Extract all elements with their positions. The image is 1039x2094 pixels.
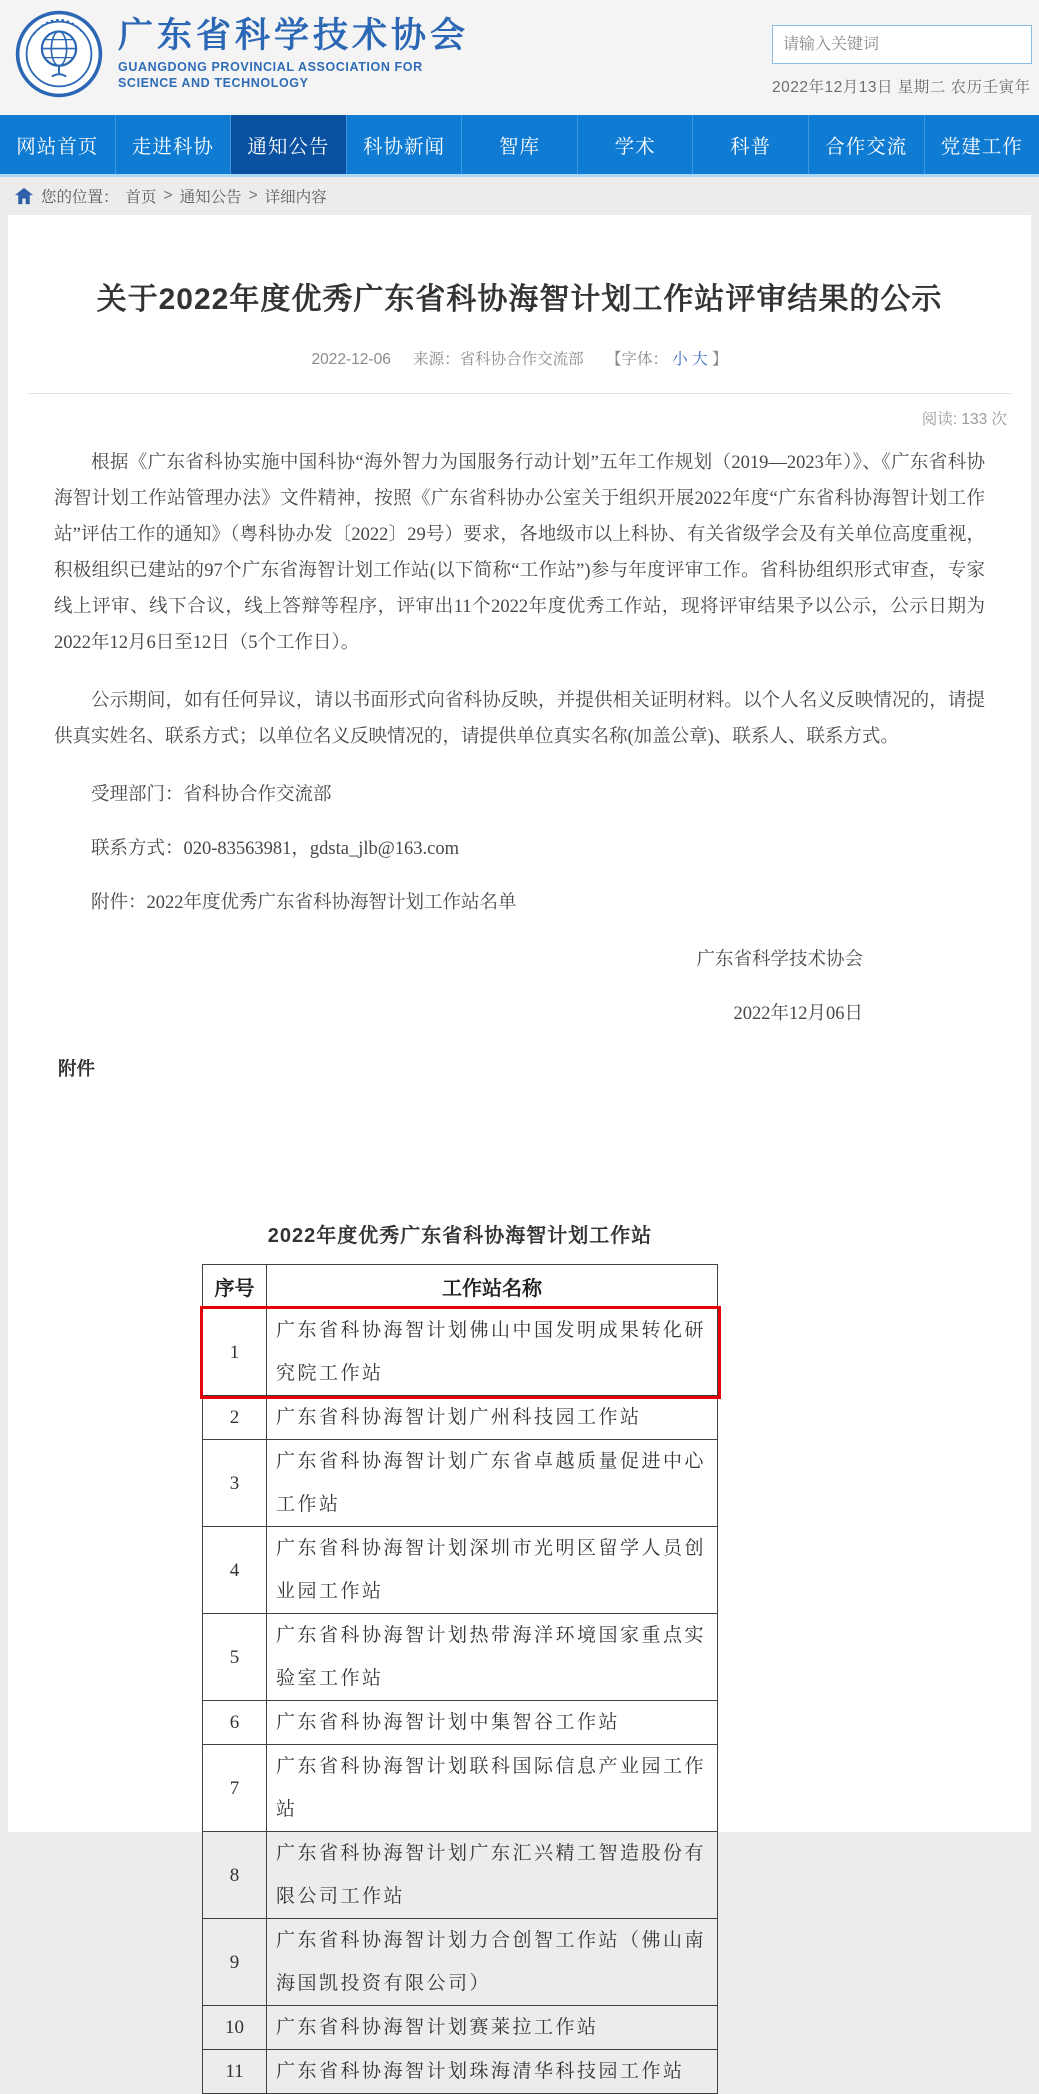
article-card [8,215,1031,1832]
accepting-department-line: 受理部门：省科协合作交流部 [54,781,985,809]
row-number: 9 [203,1919,267,2006]
nav-item-party[interactable]: 党建工作 [925,115,1039,174]
contact-line: 联系方式：020-83563981，gdsta_jlb@163.com [54,835,985,863]
table-row [203,1919,718,2006]
home-icon [14,187,34,205]
current-date: 2022年12月13日 星期二 农历壬寅年 [772,75,1032,97]
col-header-name: 工作站名称 [267,1265,718,1309]
nav-item-cooperation[interactable]: 合作交流 [809,115,925,174]
table-title: 2022年度优秀广东省科协海智计划工作站 [202,1219,718,1248]
table-row [203,1832,718,1919]
main-nav [0,115,1039,177]
table-row [203,2006,718,2050]
breadcrumb-separator: > [249,187,258,205]
row-number: 6 [203,1701,267,1745]
breadcrumb-prefix: 您的位置： [41,185,119,207]
brand-text [118,17,469,92]
attachment-line: 附件：2022年度优秀广东省科协海智计划工作站名单 [54,889,985,917]
table-row [203,2050,718,2094]
breadcrumb [0,177,1039,215]
font-smaller-button[interactable]: 小 [672,351,688,368]
station-name: 广东省科协海智计划联科国际信息产业园工作站 [267,1745,718,1832]
meta-divider [28,393,1011,394]
table-row [203,1701,718,1745]
nav-item-about[interactable]: 走进科协 [116,115,232,174]
station-name: 广东省科协海智计划赛莱拉工作站 [267,2006,718,2050]
font-size-label-close: 】 [712,351,728,368]
attachment-label: 附件 [58,1055,1031,1081]
row-number: 7 [203,1745,267,1832]
nav-item-notices[interactable]: 通知公告 [231,115,347,174]
station-name: 广东省科协海智计划广东汇兴精工智造股份有限公司工作站 [267,1832,718,1919]
station-table [202,1264,718,2094]
search-input[interactable] [772,25,1032,64]
station-name: 广东省科协海智计划中集智谷工作站 [267,1701,718,1745]
station-table-section [202,1219,718,2094]
row-number: 11 [203,2050,267,2094]
table-row [203,1614,718,1701]
spacer [8,1081,1031,1219]
nav-item-academic[interactable]: 学术 [578,115,694,174]
article-paragraph: 根据《广东省科协实施中国科协“海外智力为国服务行动计划”五年工作规划（2019—2023年）》、《广东省科协海智计划工作站管理办法》文件精神，按照《广东省科协办公室关于组织开展2022年度“广东省科协海智计划工作站”评估工作的通知》（粤科协办发〔2022〕29号）要求，各地级市以上科协、有关省级学会及有关单位高度重视，积极组织已建站的97个广东省海智计划工作站(以下简称“工作站”)参与年度评审工作。省科协组织形式审查，专家线上评审、线下合议，线上答辩等程序，评审出11个2022年度优秀工作站，现将评审结果予以公示，公示日期为2022年12月6日至12日（5个工作日）。 [54,445,985,661]
station-name: 广东省科协海智计划深圳市光明区留学人员创业园工作站 [267,1527,718,1614]
org-name-en: GUANGDONG PROVINCIAL ASSOCIATION FOR SCIENCE AND TECHNOLOGY [118,59,469,92]
font-larger-button[interactable]: 大 [692,351,708,368]
article-paragraph: 公示期间，如有任何异议，请以书面形式向省科协反映，并提供相关证明材料。以个人名义反映情况的，请提供真实姓名、联系方式；以单位名义反映情况的，请提供单位真实名称(加盖公章)、联系人、联系方式。 [54,683,985,755]
station-name: 广东省科协海智计划广州科技园工作站 [267,1396,718,1440]
row-number: 4 [203,1527,267,1614]
nav-item-thinktank[interactable]: 智库 [462,115,578,174]
publish-date: 2022-12-06 [312,351,391,368]
association-logo-icon [14,9,104,99]
site-header [0,0,1039,115]
station-name: 广东省科协海智计划佛山中国发明成果转化研究院工作站 [267,1309,718,1396]
row-number: 5 [203,1614,267,1701]
table-row [203,1527,718,1614]
row-number: 1 [203,1309,267,1396]
article-source: 来源：省科协合作交流部 [413,351,584,368]
station-name: 广东省科协海智计划热带海洋环境国家重点实验室工作站 [267,1614,718,1701]
read-count: 阅读: 133 次 [8,407,1031,429]
table-header-row [203,1265,718,1309]
row-number: 3 [203,1440,267,1527]
station-name: 广东省科协海智计划力合创智工作站（佛山南海国凯投资有限公司） [267,1919,718,2006]
signature-org: 广东省科学技术协会 [54,945,863,971]
breadcrumb-home-link[interactable]: 首页 [126,185,157,207]
station-name: 广东省科协海智计划珠海清华科技园工作站 [267,2050,718,2094]
row-number: 2 [203,1396,267,1440]
nav-item-news[interactable]: 科协新闻 [347,115,463,174]
org-name-cn: 广东省科学技术协会 [118,17,469,56]
station-name: 广东省科协海智计划广东省卓越质量促进中心工作站 [267,1440,718,1527]
breadcrumb-separator: > [164,187,173,205]
breadcrumb-current: 详细内容 [265,185,327,207]
page-title: 关于2022年度优秀广东省科协海智计划工作站评审结果的公示 [8,215,1031,321]
article-meta [8,347,1031,369]
row-number: 8 [203,1832,267,1919]
header-right [772,25,1032,97]
table-row-highlighted [203,1309,718,1396]
font-size-label: 【字体： [606,351,668,368]
table-row [203,1745,718,1832]
row-number: 10 [203,2006,267,2050]
table-row [203,1440,718,1527]
breadcrumb-notices-link[interactable]: 通知公告 [180,185,242,207]
signature-date: 2022年12月06日 [54,999,863,1025]
col-header-number: 序号 [203,1265,267,1309]
table-row [203,1396,718,1440]
nav-item-home[interactable]: 网站首页 [0,115,116,174]
nav-item-science[interactable]: 科普 [693,115,809,174]
